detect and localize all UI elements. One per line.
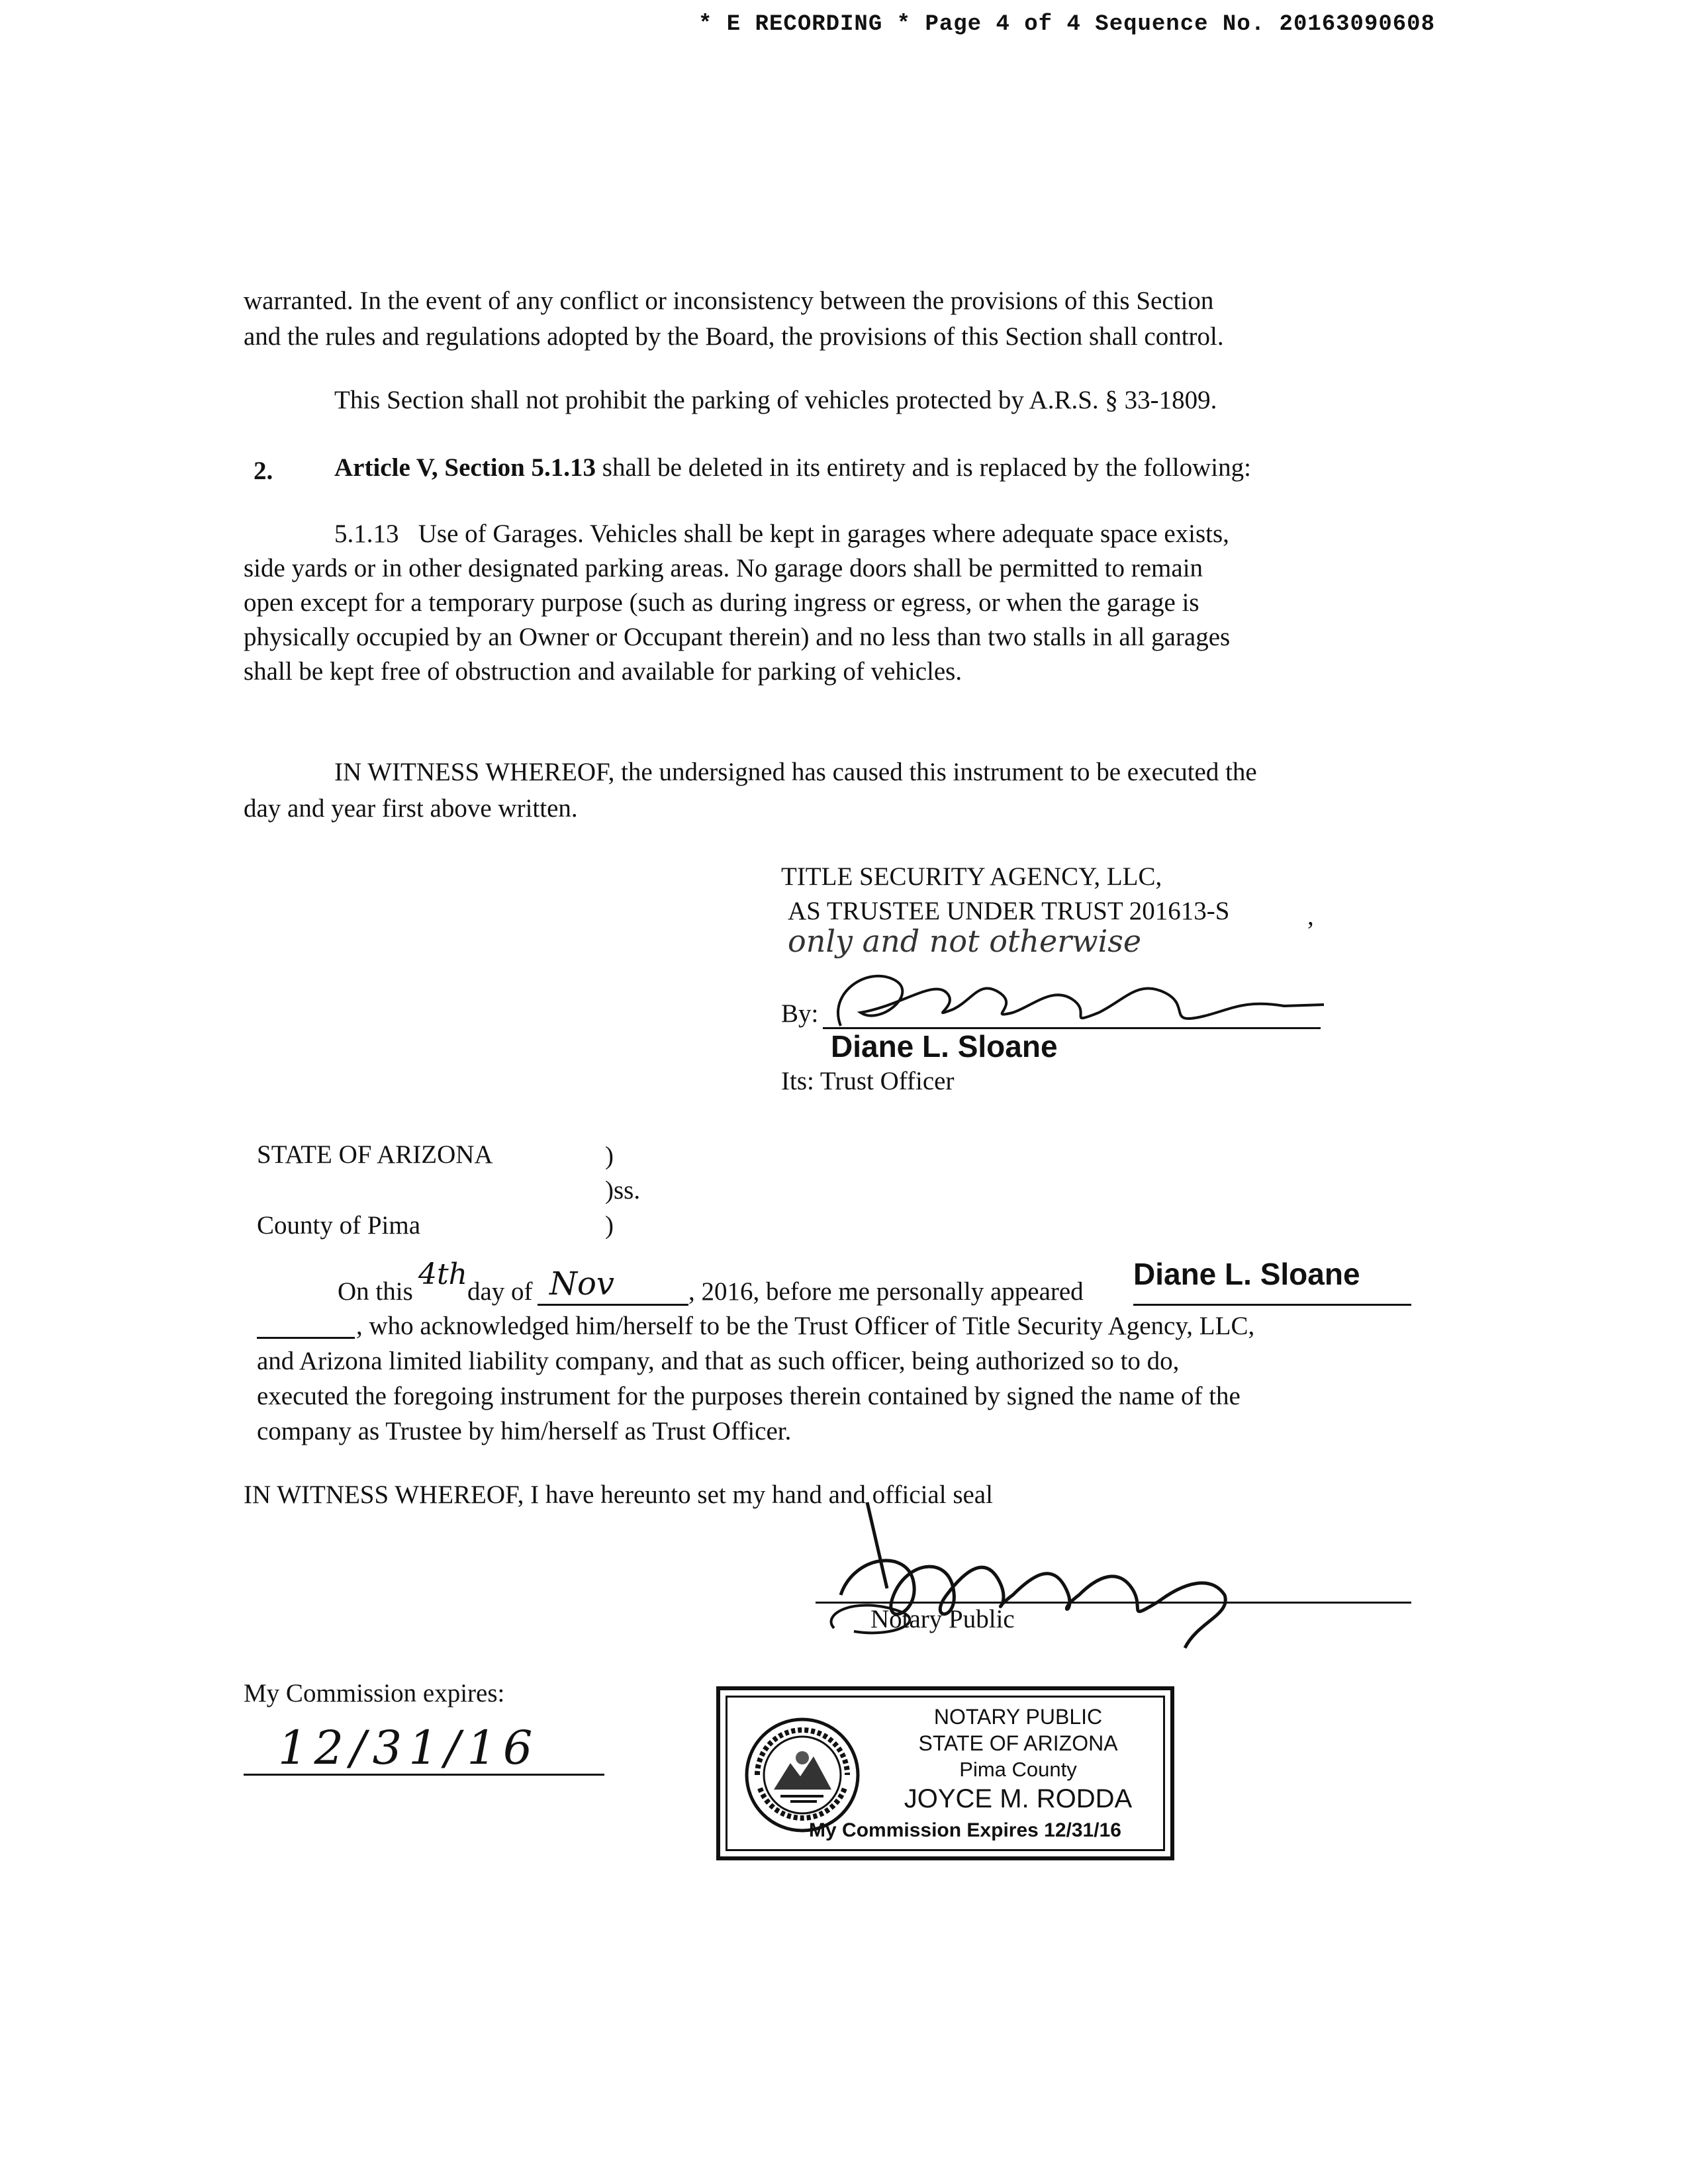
state-seal-icon [744,1717,861,1833]
county-label: County of Pima [257,1211,421,1240]
ack-line: executed the foregoing instrument for the purposes therein contained by signed the name of the [257,1382,1241,1410]
item-number: 2. [254,457,273,485]
ss-label: )ss. [605,1176,641,1205]
handwritten-day: 4th [418,1257,468,1291]
item-2-bold-ref: Article V, Section 5.1.13 [334,453,596,482]
stamp-line-notary-public: NOTARY PUBLIC [933,1705,1103,1729]
ack-line: company as Trustee by him/herself as Trust Officer. [257,1417,792,1445]
by-label: By: [781,999,819,1028]
stamp-line-county: Pima County [959,1758,1077,1781]
name-blank-line [1133,1304,1411,1306]
signer-name: Diane L. Sloane [831,1029,1058,1064]
appeared-name: Diane L. Sloane [1133,1257,1360,1291]
witness-seal-line: IN WITNESS WHEREOF, I have hereunto set my hand and official seal [244,1480,993,1509]
section-5113-line: shall be kept free of obstruction and available for parking of vehicles. [244,657,962,686]
item-2-rest: shall be deleted in its entirety and is replaced by the following: [596,453,1251,482]
signer-title: Its: Trust Officer [781,1067,955,1095]
commission-label: My Commission expires: [244,1679,505,1707]
item-2-heading [334,450,1251,486]
trustee-line: AS TRUSTEE UNDER TRUST 201613-S [788,897,1230,925]
paragraph-line: warranted. In the event of any conflict or inconsistency between the provisions of this Section [244,287,1214,315]
witness-line: IN WITNESS WHEREOF, the undersigned has caused this instrument to be executed the [334,758,1257,786]
state-label: STATE OF ARIZONA [257,1140,493,1169]
handwritten-qualifier: only and not otherwise [788,923,1142,959]
notary-stamp [716,1686,1174,1860]
ack-line: , who acknowledged him/herself to be the Trust Officer of Title Security Agency, LLC, [356,1312,1255,1340]
signature-diane-sloane [821,953,1331,1039]
paragraph-section-note: This Section shall not prohibit the parking of vehicles protected by A.R.S. § 33-1809. [334,386,1217,414]
section-5113-line: physically occupied by an Owner or Occupant therein) and no less than two stalls in all garages [244,623,1231,651]
section-5113-line: open except for a temporary purpose (such as during ingress or egress, or when the garage is [244,588,1199,617]
venue-paren: ) [605,1142,614,1170]
trustee-comma: , [1307,902,1314,931]
notary-public-label: Notary Public [870,1605,1015,1633]
handwritten-commission-date: 12/31/16 [278,1721,539,1775]
ack-on-this: On this [338,1277,413,1306]
section-5113-line: 5.1.13 Use of Garages. Vehicles shall be kept in garages where adequate space exists, [334,520,1229,548]
month-blank-line [538,1304,688,1306]
ack-line: and Arizona limited liability company, and that as such officer, being authorized so to do, [257,1347,1180,1375]
venue-paren: ) [605,1211,614,1240]
stamp-line-expires: My Commission Expires 12/31/16 [809,1819,1121,1841]
witness-line: day and year first above written. [244,794,578,823]
stamp-line-notary-name: JOYCE M. RODDA [904,1784,1133,1813]
ack-year-text: , 2016, before me personally appeared [688,1277,1084,1306]
ack-blank-line [257,1337,355,1339]
stamp-line-state: STATE OF ARIZONA [918,1731,1118,1755]
company-name: TITLE SECURITY AGENCY, LLC, [781,862,1162,891]
ack-day-of: day of [467,1277,533,1306]
handwritten-month: Nov [549,1265,615,1302]
paragraph-line: and the rules and regulations adopted by the Board, the provisions of this Section shall control. [244,322,1224,351]
section-5113-line: side yards or in other designated parking areas. No garage doors shall be permitted to remain [244,554,1203,582]
recording-header: * E RECORDING * Page 4 of 4 Sequence No. 20163090608 [698,12,1435,37]
